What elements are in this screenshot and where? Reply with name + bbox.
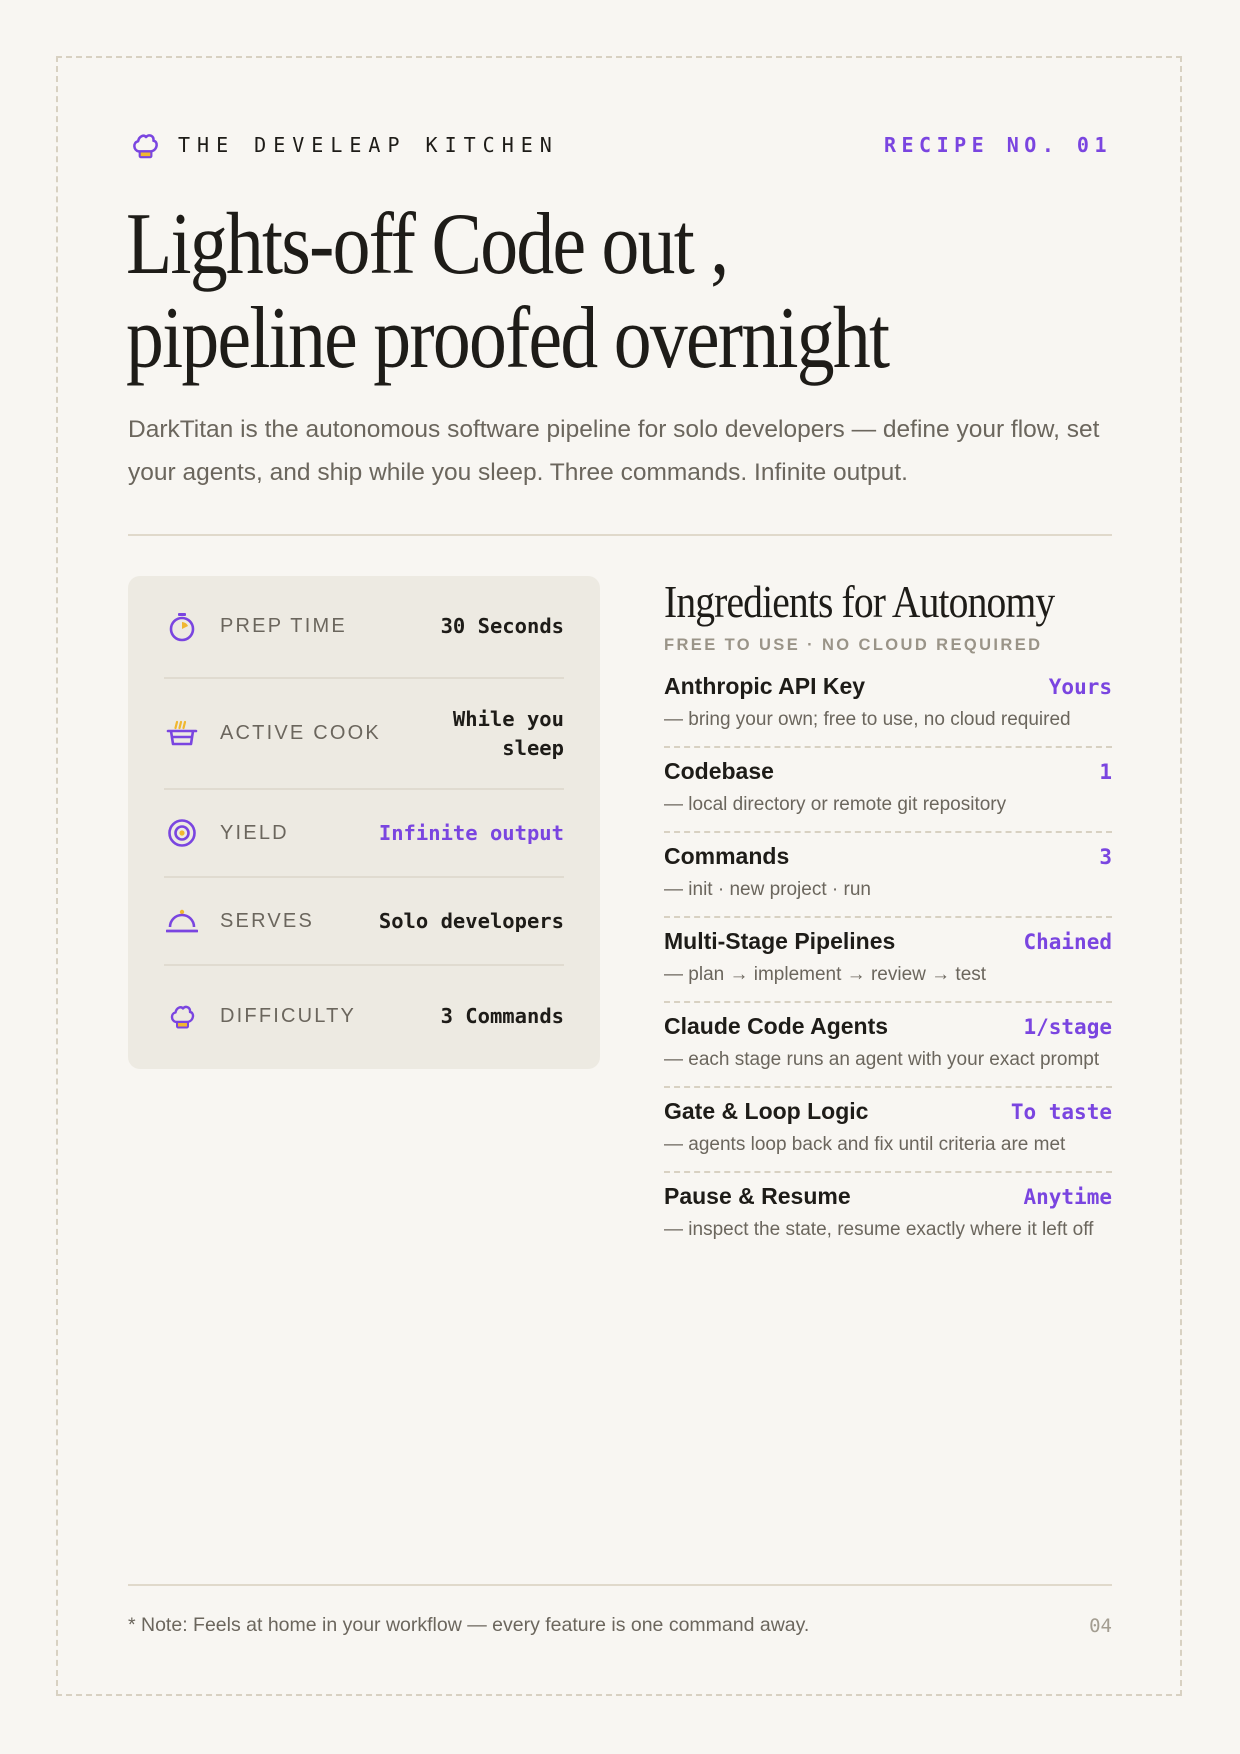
stopwatch-icon bbox=[164, 609, 200, 645]
ingredients-subtitle: FREE TO USE · NO CLOUD REQUIRED bbox=[664, 636, 1043, 654]
stat-label: ACTIVE COOK bbox=[220, 722, 381, 744]
footer-divider bbox=[128, 1584, 1112, 1586]
ingredient-description: — agents loop back and fix until criteria are met bbox=[664, 1134, 1066, 1155]
ingredient-item bbox=[664, 748, 1112, 833]
ingredient-name: Commands bbox=[664, 843, 790, 869]
ingredient-item bbox=[664, 663, 1112, 748]
ingredient-quantity: 3 bbox=[1099, 845, 1112, 869]
brand-name: THE DEVELEAP KITCHEN bbox=[178, 133, 559, 157]
ingredient-name: Codebase bbox=[664, 758, 774, 784]
ingredient-description: — each stage runs an agent with your exact prompt bbox=[664, 1049, 1100, 1070]
page-title-line-2: pipeline proofed overnight bbox=[126, 290, 889, 387]
page-title bbox=[126, 198, 969, 386]
stat-value: 3 Commands bbox=[440, 1003, 564, 1028]
ingredient-name: Anthropic API Key bbox=[664, 673, 866, 699]
stat-value: While you sleep bbox=[452, 706, 564, 760]
stat-value: Infinite output bbox=[378, 820, 564, 845]
page-title-line-1: Lights-off Code out , bbox=[126, 196, 728, 293]
serving-cloche-icon bbox=[164, 903, 200, 939]
ingredient-name: Claude Code Agents bbox=[664, 1013, 889, 1039]
ingredient-description: — plan → implement → review → test bbox=[664, 964, 987, 985]
ingredient-name: Pause & Resume bbox=[664, 1183, 851, 1209]
ingredient-quantity: 1 bbox=[1099, 760, 1112, 784]
stat-label: DIFFICULTY bbox=[220, 1004, 357, 1027]
chef-hat-icon bbox=[164, 998, 200, 1034]
stat-value: Solo developers bbox=[378, 908, 564, 933]
stat-label: PREP TIME bbox=[220, 615, 347, 637]
ingredient-item bbox=[664, 1173, 1112, 1256]
recipe-stats-card bbox=[128, 576, 600, 1069]
ingredients-title: Ingredients for Autonomy bbox=[664, 576, 1055, 627]
stat-label: SERVES bbox=[220, 909, 314, 932]
ingredient-name: Multi-Stage Pipelines bbox=[664, 928, 896, 954]
ingredient-description: — bring your own; free to use, no cloud required bbox=[664, 709, 1071, 730]
ingredient-quantity: 1/stage bbox=[1023, 1015, 1112, 1039]
ingredient-item bbox=[664, 833, 1112, 918]
ingredient-quantity: Yours bbox=[1048, 675, 1112, 699]
stat-label: YIELD bbox=[220, 821, 289, 844]
stat-row-yield bbox=[164, 790, 564, 878]
divider bbox=[128, 534, 1112, 536]
footnote: * Note: Feels at home in your workflow — every feature is one command away. bbox=[128, 1614, 810, 1636]
chef-hat-icon bbox=[128, 128, 162, 162]
page-number: 04 bbox=[1089, 1614, 1112, 1637]
ingredient-quantity: Chained bbox=[1023, 930, 1112, 954]
ingredient-name: Gate & Loop Logic bbox=[664, 1098, 869, 1124]
ingredient-quantity: Anytime bbox=[1023, 1185, 1112, 1209]
target-icon bbox=[164, 815, 200, 851]
ingredient-description: — inspect the state, resume exactly where it left off bbox=[664, 1219, 1094, 1240]
recipe-number: RECIPE NO. 01 bbox=[883, 133, 1112, 157]
ingredient-item bbox=[664, 918, 1112, 1003]
ingredient-description: — local directory or remote git repository bbox=[664, 794, 1007, 815]
stat-row-prep-time bbox=[164, 576, 564, 679]
ingredients-section bbox=[664, 576, 1112, 1256]
stat-value: 30 Seconds bbox=[440, 614, 564, 638]
ingredient-quantity: To taste bbox=[1010, 1100, 1112, 1124]
ingredient-item bbox=[664, 1003, 1112, 1088]
page-subtitle: DarkTitan is the autonomous software pipeline for solo developers — define your flow, set your agents, and ship while you sleep. Three commands. Infinite output. bbox=[128, 416, 1100, 486]
stat-row-difficulty bbox=[164, 966, 564, 1066]
page-footer bbox=[128, 1614, 1112, 1637]
page-header bbox=[128, 128, 1112, 162]
brand bbox=[128, 128, 559, 162]
stat-row-serves bbox=[164, 878, 564, 966]
stat-row-active-cook bbox=[164, 679, 564, 790]
cooking-pot-icon bbox=[164, 716, 200, 752]
ingredient-item bbox=[664, 1088, 1112, 1173]
ingredient-description: — init · new project · run bbox=[664, 879, 871, 900]
ingredients-list bbox=[664, 663, 1112, 1256]
